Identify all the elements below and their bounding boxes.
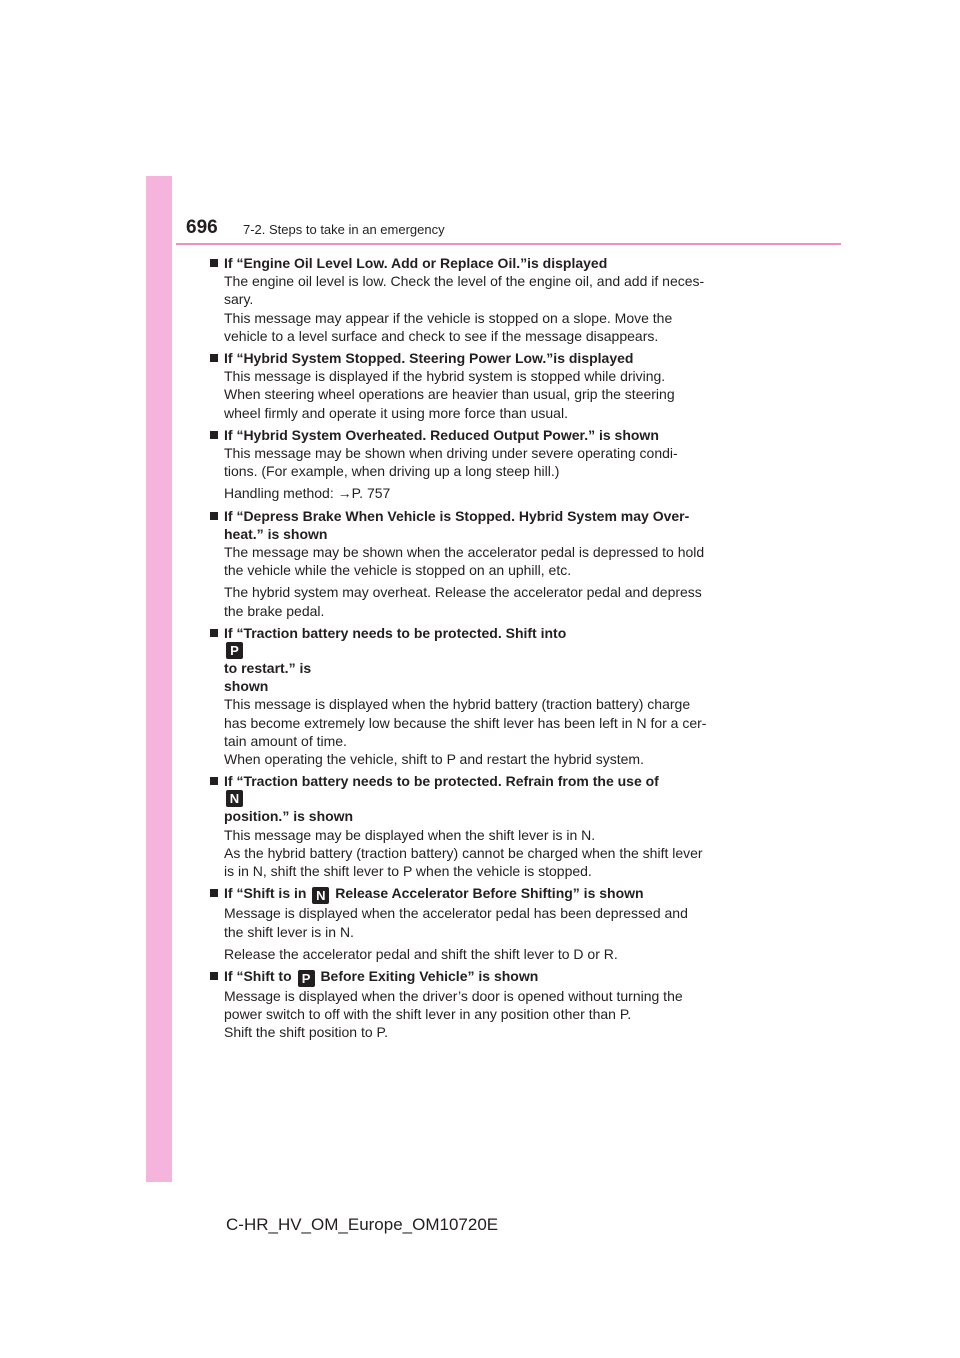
item-title: If “Depress Brake When Vehicle is Stopped. Hybrid System may Over- heat.” is shown [210, 507, 745, 543]
item-title: If “Hybrid System Stopped. Steering Power Low.”is displayed [210, 349, 745, 367]
handling-method-link[interactable]: Handling method: →P. 757 [224, 485, 391, 502]
page-number: 696 [186, 217, 218, 238]
gear-n-icon: N [226, 790, 243, 807]
item-title: If “Traction battery needs to be protected. Refrain from the use of N position.” is shown [210, 772, 745, 825]
item-title: If “Shift is in N Release Accelerator Before Shifting” is shown [210, 884, 745, 904]
item-title: If “Shift to P Before Exiting Vehicle” is shown [210, 967, 745, 987]
item-shift-in-n [210, 884, 745, 963]
item-body: Message is displayed when the accelerator pedal has been depressed and the shift lever is in N. [224, 905, 688, 940]
square-bullet-icon [210, 629, 218, 637]
square-bullet-icon [210, 889, 218, 897]
section-title: 7-2. Steps to take in an emergency [243, 222, 445, 237]
square-bullet-icon [210, 431, 218, 439]
item-body: Message is displayed when the driver’s door is opened without turning the power switch to off with the shift lever in any position other than P. Shift the shift position to P. [224, 987, 683, 1041]
item-title: If “Engine Oil Level Low. Add or Replace Oil.”is displayed [210, 254, 745, 272]
gear-n-icon: N [312, 887, 329, 904]
item-title: If “Traction battery needs to be protected. Shift into P to restart.” is shown [210, 624, 745, 696]
item-body: The engine oil level is low. Check the level of the engine oil, and add if neces- sary. This message may appear if the vehicle is stopped on a slope. Move the vehicle to a level surface and check to see if the message disappears. [224, 273, 705, 344]
header-divider [176, 243, 841, 245]
item-title: If “Hybrid System Overheated. Reduced Output Power.” is shown [210, 426, 745, 444]
item-engine-oil [210, 254, 745, 345]
gear-p-icon: P [226, 642, 243, 659]
manual-code-footer: C-HR_HV_OM_Europe_OM10720E [226, 1215, 499, 1234]
square-bullet-icon [210, 512, 218, 520]
item-body: This message is displayed when the hybrid battery (traction battery) charge has become extremely low because the shift lever has been left in N for a cer- tain amount of time. When operating the vehicle, shift to P and restart the hybrid system. [224, 696, 707, 768]
square-bullet-icon [210, 259, 218, 267]
item-shift-to-p [210, 967, 745, 1042]
item-depress-brake [210, 507, 745, 620]
item-body: This message is displayed if the hybrid system is stopped while driving. When steering wheel operations are heavier than usual, grip the steering wheel firmly and operate it using more force than usual. [224, 368, 675, 421]
item-body: This message may be displayed when the shift lever is in N. As the hybrid battery (traction battery) cannot be charged when the shift lever is in N, shift the shift lever to P when the vehicle is stopped. [224, 826, 703, 880]
item-hybrid-stopped [210, 349, 745, 422]
item-traction-shift-p [210, 624, 745, 768]
square-bullet-icon [210, 777, 218, 785]
item-body: This message may be shown when driving under severe operating condi- tions. (For example, when driving up a long steep hill.) [224, 445, 678, 480]
square-bullet-icon [210, 972, 218, 980]
gear-p-icon: P [298, 970, 315, 987]
item-hybrid-overheated [210, 426, 745, 503]
square-bullet-icon [210, 354, 218, 362]
item-body: The message may be shown when the accelerator pedal is depressed to hold the vehicle while the vehicle is stopped on an uphill, etc. [224, 544, 705, 579]
sidebar-tab [146, 176, 172, 1182]
item-body: The hybrid system may overheat. Release the accelerator pedal and depress the brake pedal. [224, 584, 702, 619]
page-content [210, 254, 745, 1046]
item-body: Release the accelerator pedal and shift the shift lever to D or R. [224, 945, 618, 962]
item-traction-refrain-n [210, 772, 745, 880]
